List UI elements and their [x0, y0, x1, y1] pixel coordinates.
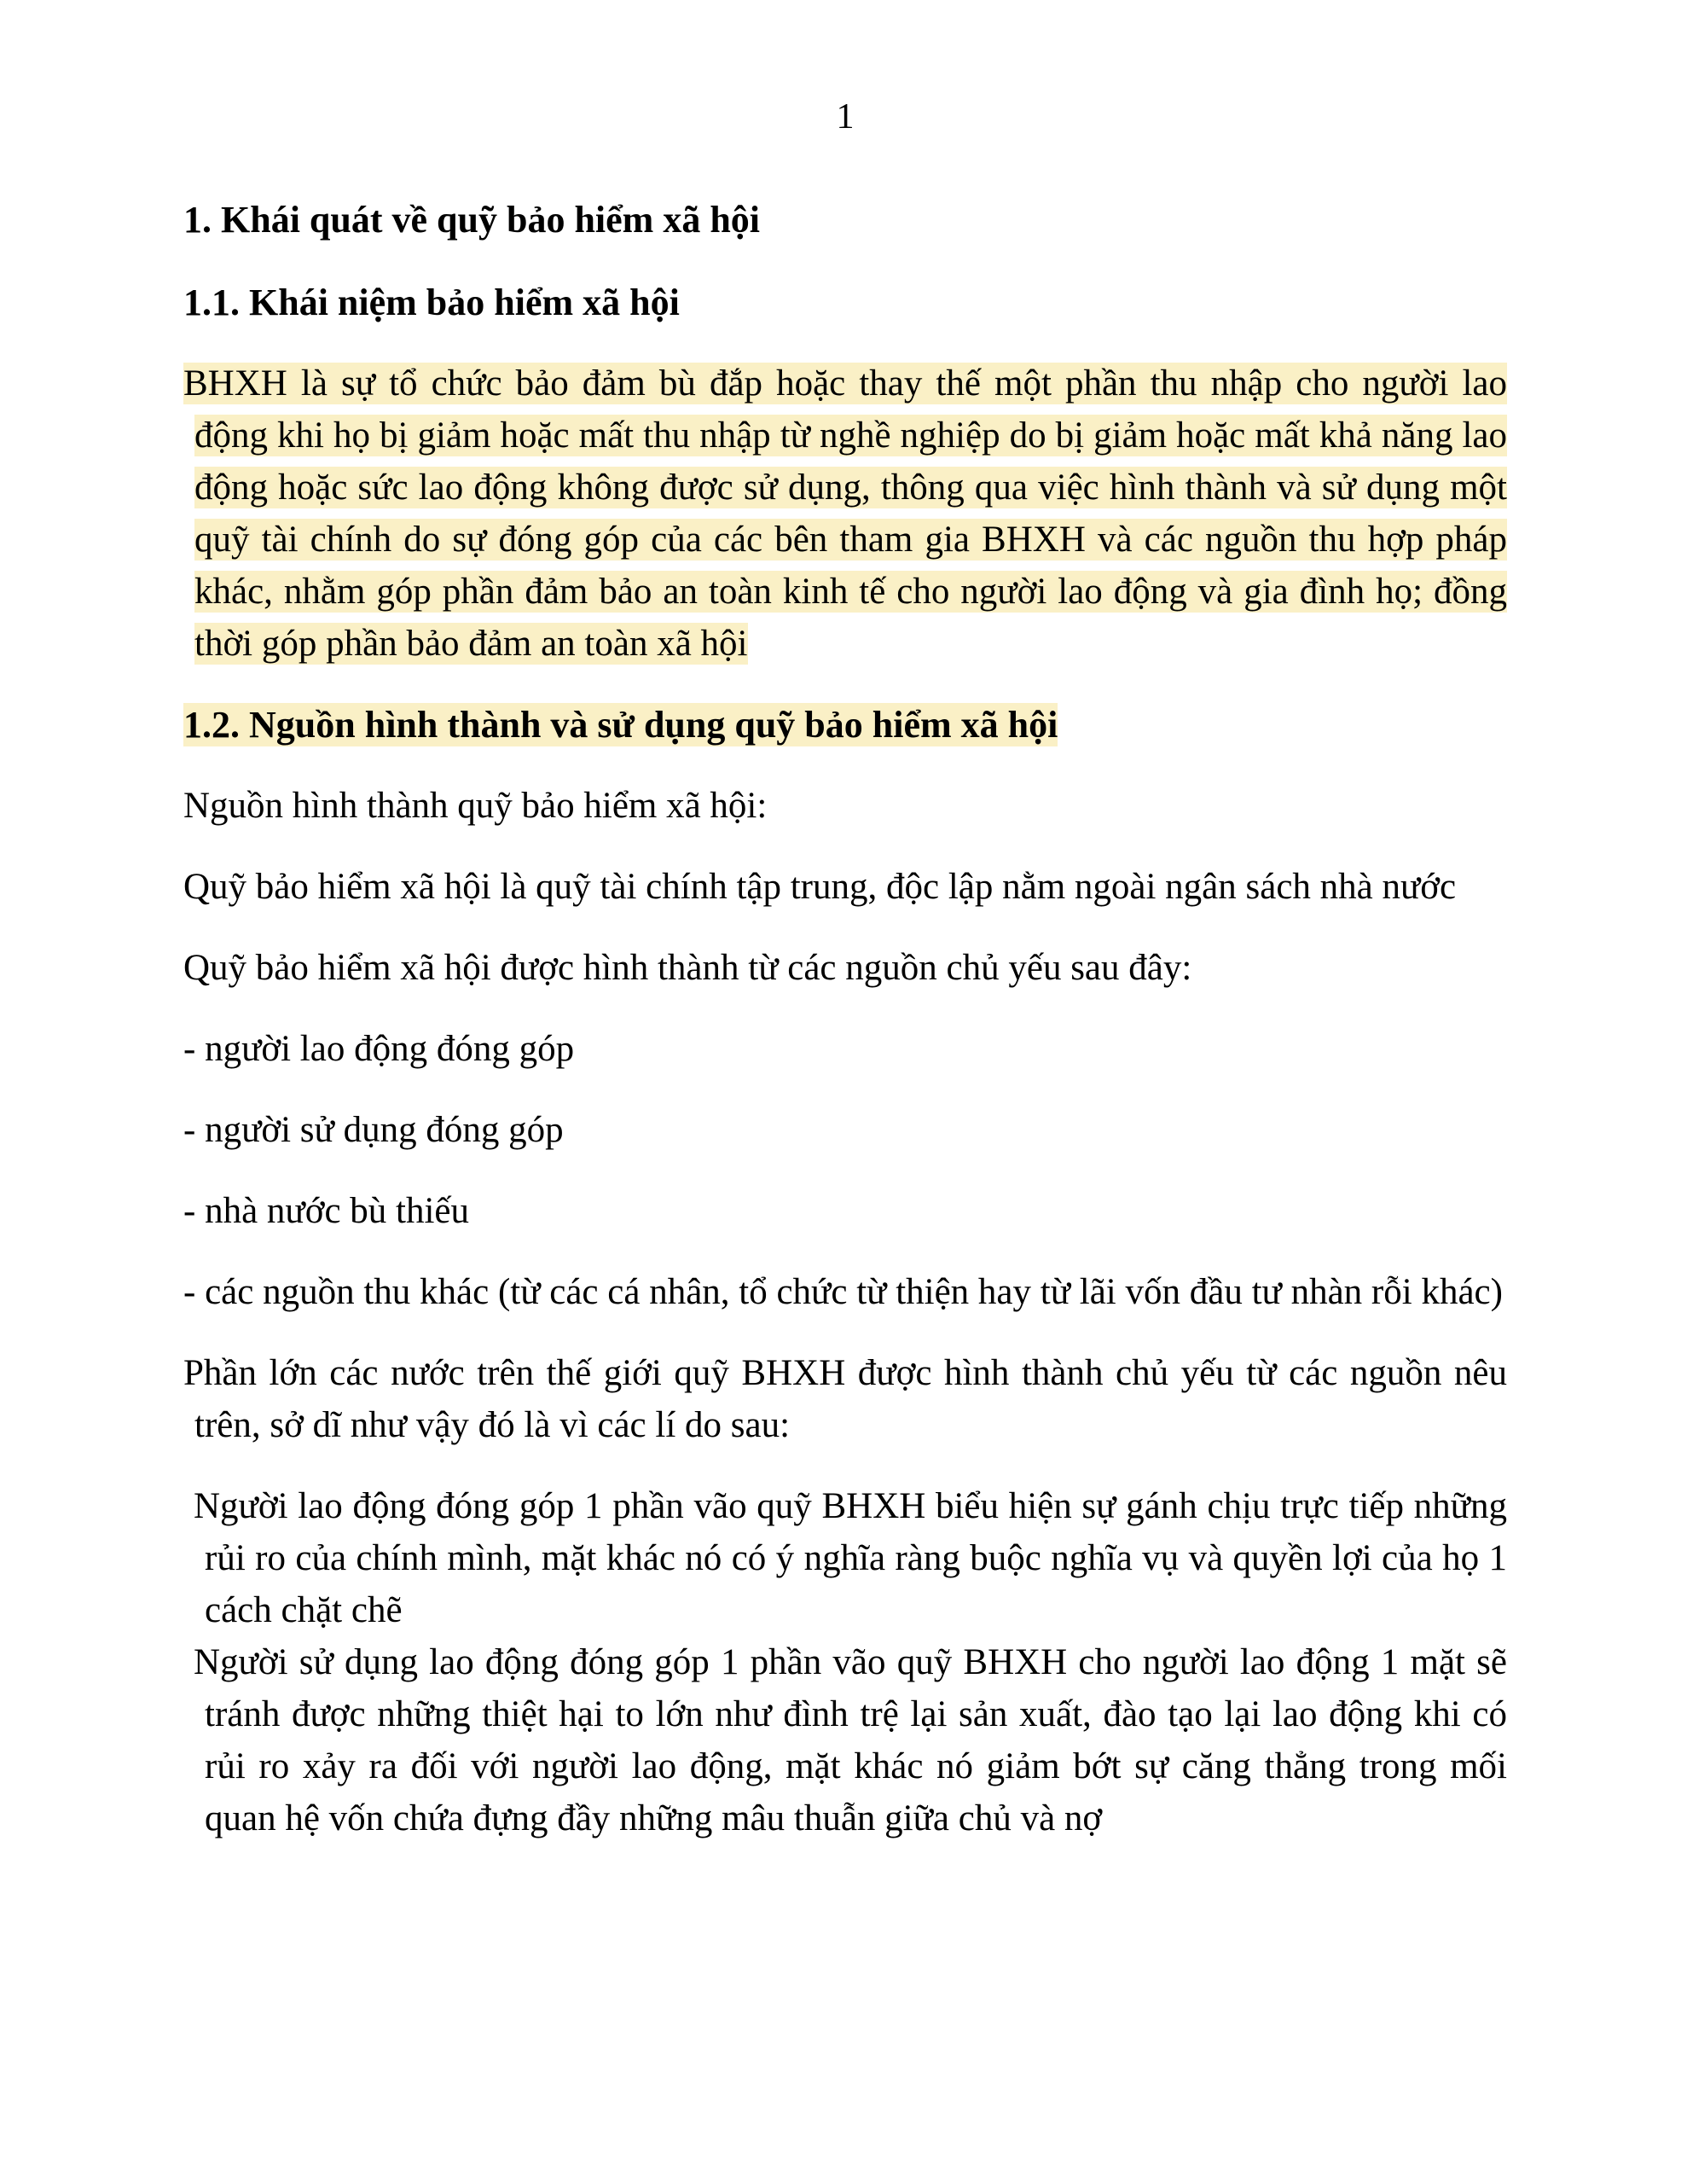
- list-item-source-state: - nhà nước bù thiếu: [183, 1191, 470, 1231]
- page-number: 1: [836, 97, 855, 136]
- paragraph-sources-intro: Quỹ bảo hiểm xã hội được hình thành từ các nguồn chủ yếu sau đây:: [183, 948, 1192, 988]
- paragraph-sources-label: Nguồn hình thành quỹ bảo hiểm xã hội:: [183, 786, 768, 826]
- subsection-heading-1-1: 1.1. Khái niệm bảo hiểm xã hội: [183, 282, 680, 323]
- list-item-source-worker: - người lao động đóng góp: [183, 1029, 575, 1069]
- paragraph-reason-employer: Người sử dụng lao động đóng góp 1 phần vão quỹ BHXH cho người lao động 1 mặt sẽ tránh được những thiệt hại to lớn như đình trệ lại sản xuất, đào tạo lại lao động khi có rủi ro xảy ra đối với người lao động, mặt khác nó giảm bớt sự căng thẳng trong mối quan hệ vốn chứa đựng đầy những mâu thuẫn giữa chủ và nợ: [194, 1642, 1507, 1838]
- highlight-heading-1-2: 1.2. Nguồn hình thành và sử dụng quỹ bảo hiểm xã hội: [183, 704, 1058, 746]
- paragraph-bhxh-definition: [183, 357, 1507, 670]
- section-heading-1: 1. Khái quát về quỹ bảo hiểm xã hội: [183, 199, 761, 241]
- subsection-heading-1-2: [183, 699, 1507, 751]
- list-item-source-employer: - người sử dụng đóng góp: [183, 1110, 564, 1150]
- paragraph-fund-nature: Quỹ bảo hiểm xã hội là quỹ tài chính tập trung, độc lập nằm ngoài ngân sách nhà nước: [183, 867, 1457, 907]
- highlight-definition: BHXH là sự tổ chức bảo đảm bù đắp hoặc thay thế một phần thu nhập cho người lao động khi họ bị giảm hoặc mất thu nhập từ nghề nghiệp do bị giảm hoặc mất khả năng lao động hoặc sức lao động không được sử dụng, thông qua việc hình thành và sử dụng một quỹ tài chính do sự đóng góp của các bên tham gia BHXH và các nguồn thu hợp pháp khác, nhằm góp phần đảm bảo an toàn kinh tế cho người lao động và gia đình họ; đồng thời góp phần bảo đảm an toàn xã hội: [183, 363, 1507, 664]
- paragraph-reason-worker: Người lao động đóng góp 1 phần vão quỹ BHXH biểu hiện sự gánh chịu trực tiếp những rủi ro của chính mình, mặt khác nó có ý nghĩa ràng buộc nghĩa vụ và quyền lợi của họ 1 cách chặt chẽ: [194, 1486, 1507, 1630]
- paragraph-reasons-intro: Phần lớn các nước trên thế giới quỹ BHXH được hình thành chủ yếu từ các nguồn nêu trên, sở dĩ như vậy đó là vì các lí do sau:: [183, 1353, 1507, 1445]
- document-content: [183, 96, 1507, 1844]
- list-item-source-other: - các nguồn thu khác (từ các cá nhân, tổ chức từ thiện hay từ lãi vốn đầu tư nhàn rỗi khác): [183, 1272, 1503, 1312]
